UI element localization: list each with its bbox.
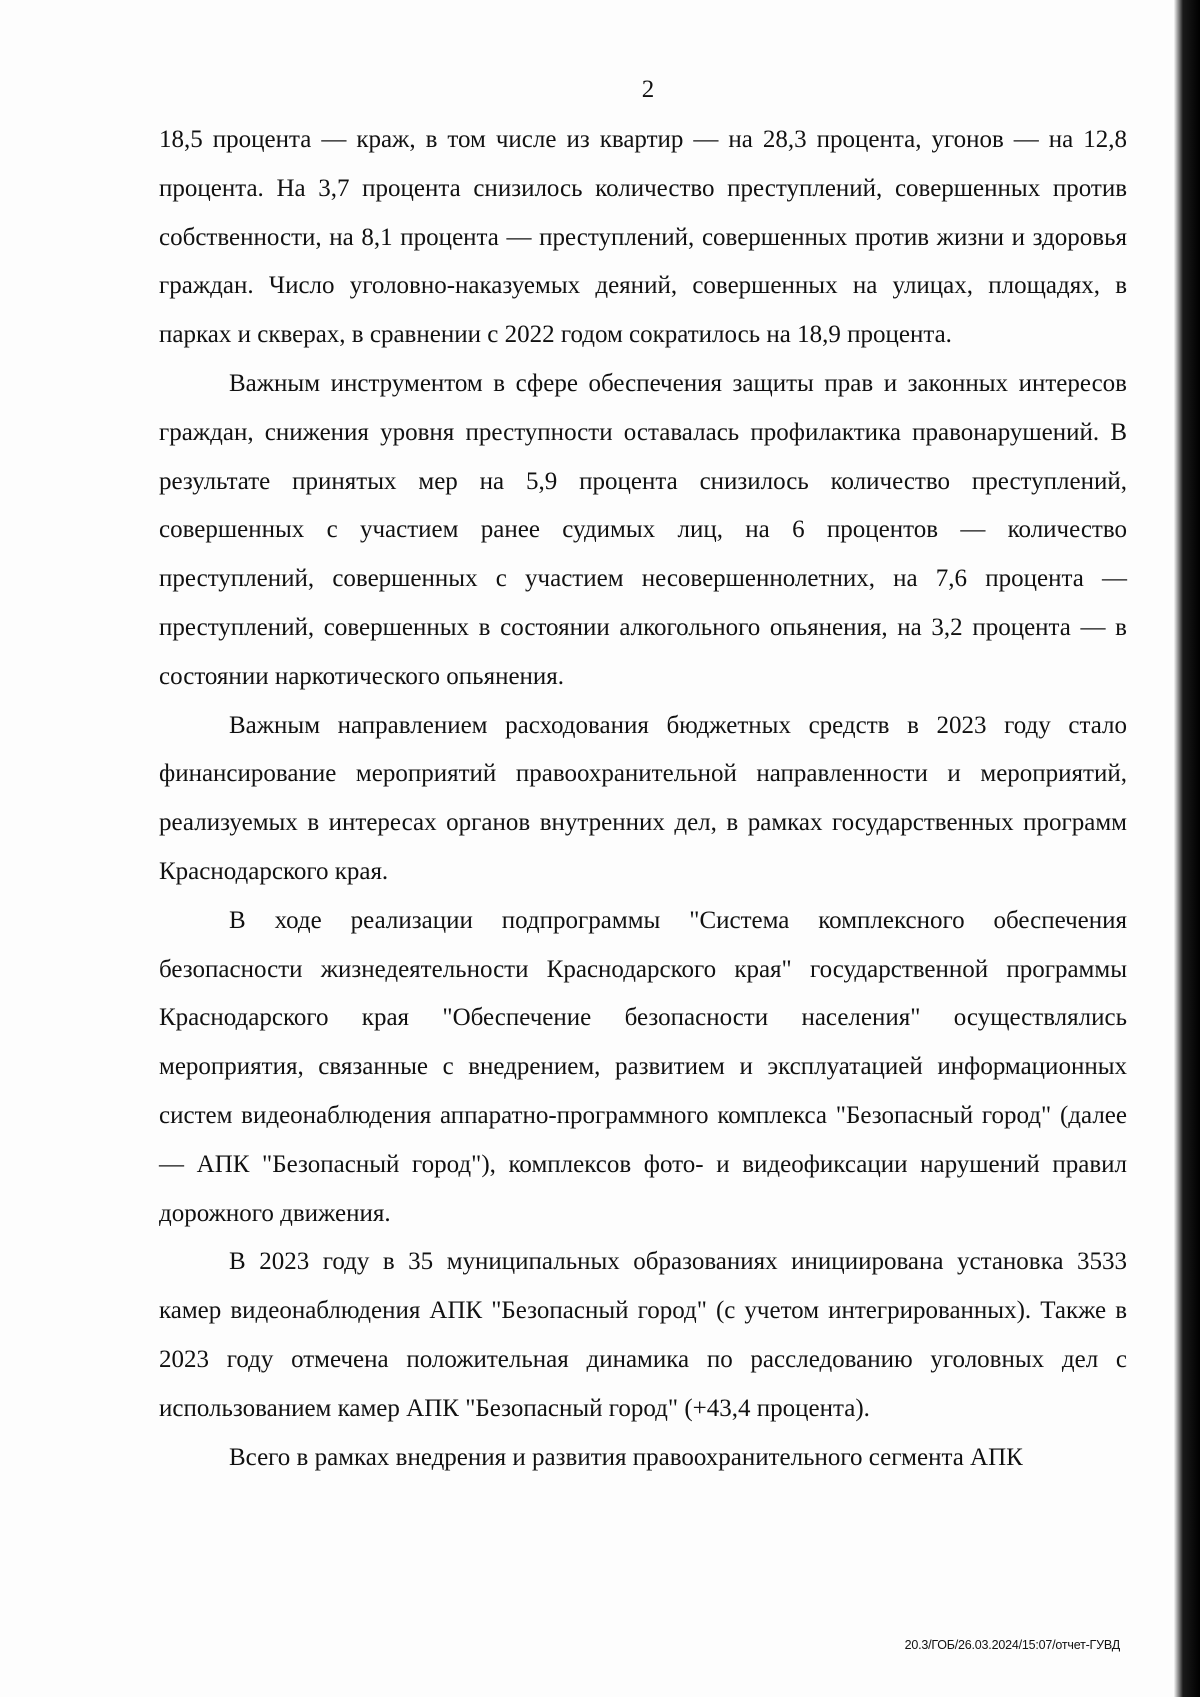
paragraph-4: В ходе реализации подпрограммы "Система комплексного обеспечения безопасности жизнедеятельности Краснодарского края" государственной программы Краснодарского края "Обеспечение безопасности населения" осуществлялись мероприятия, связанные с внедрением, развитием и эксплуатацией информационных систем видеонаблюдения аппаратно-программного комплекса "Безопасный город" (далее — АПК "Безопасный город"), комплексов фото- и видеофиксации нарушений правил дорожного движения. — [159, 906, 1127, 1227]
page-number: 2 — [641, 76, 655, 103]
paragraph-2: Важным инструментом в сфере обеспечения защиты прав и законных интересов граждан, снижения уровня преступности оставалась профилактика правонарушений. В результате принятых мер на 5,9 процента снизилось количество преступлений, совершенных с участием ранее судимых лиц, на 6 процентов — количество преступлений, совершенных с участием несовершеннолетних, на 7,6 процента — преступлений, совершенных в состоянии алкогольного опьянения, на 3,2 процента — в состоянии наркотического опьянения. — [159, 369, 1127, 690]
document-footer-code: 20.3/ГОБ/26.03.2024/15:07/отчет-ГУВД — [904, 1638, 1120, 1652]
paragraph-5: В 2023 году в 35 муниципальных образованиях инициирована установка 3533 камер видеонаблюдения АПК "Безопасный город" (с учетом интегрированных). Также в 2023 году отмечена положительная динамика по расследованию уголовных дел с использованием камер АПК "Безопасный город" (+43,4 процента). — [159, 1248, 1127, 1422]
paragraph-6: Всего в рамках внедрения и развития правоохранительного сегмента АПК — [229, 1443, 1023, 1471]
scan-border — [1174, 0, 1200, 1697]
paragraph-3: Важным направлением расходования бюджетных средств в 2023 году стало финансирование мероприятий правоохранительной направленности и мероприятий, реализуемых в интересах органов внутренних дел, в рамках государственных программ Краснодарского края. — [159, 711, 1127, 885]
paragraph-1: 18,5 процента — краж, в том числе из квартир — на 28,3 процента, угонов — на 12,8 процента. На 3,7 процента снизилось количество преступлений, совершенных против собственности, на 8,1 процента — преступлений, совершенных против жизни и здоровья граждан. Число уголовно-наказуемых деяний, совершенных на улицах, площадях, в парках и скверах, в сравнении с 2022 годом сократилось на 18,9 процента. — [159, 126, 1127, 349]
body-text — [159, 116, 1127, 1482]
